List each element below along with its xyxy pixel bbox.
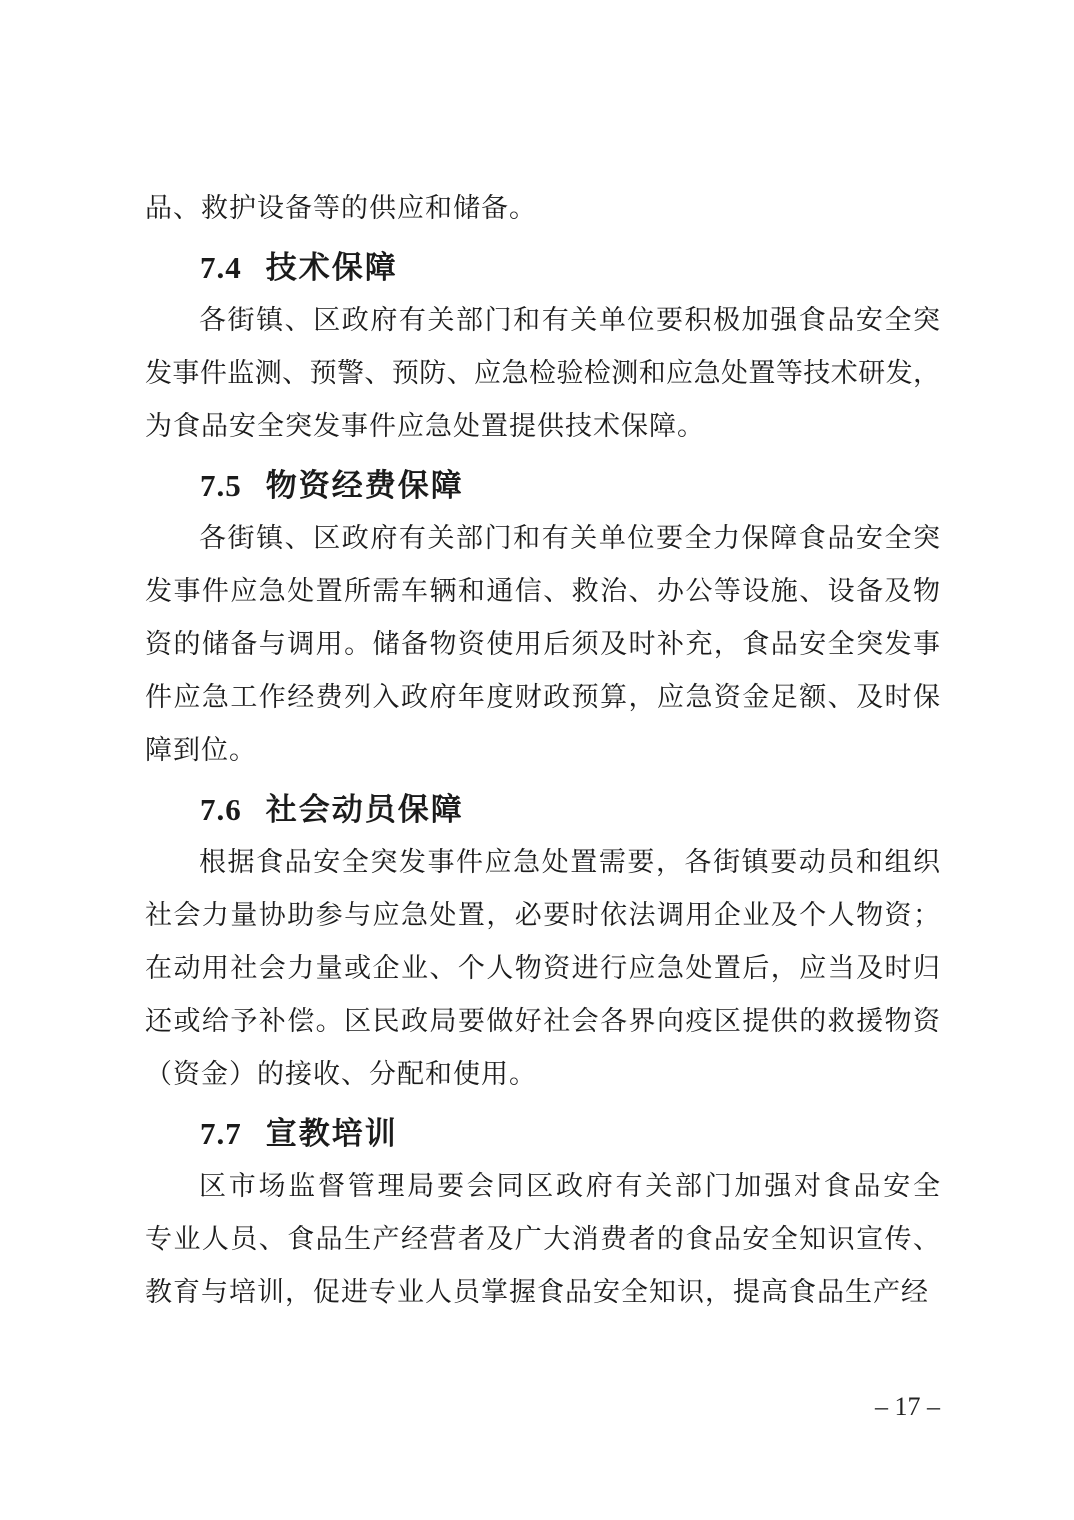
document-blocks: [145, 182, 940, 1319]
text-line: 品、救护设备等的供应和储备。: [145, 193, 537, 223]
text-line: 发事件监测、预警、预防、应急检验检测和应急处置等技术研发，: [145, 358, 940, 388]
text-line: （资金）的接收、分配和使用。: [145, 1059, 537, 1089]
text-line: 专业人员、食品生产经营者及广大消费者的食品安全知识宣传、: [145, 1224, 940, 1254]
text-line: 在动用社会力量或企业、个人物资进行应急处置后，应当及时归: [145, 953, 940, 983]
text-line: 区市场监督管理局要会同区政府有关部门加强对食品安全: [199, 1171, 940, 1201]
page-number: – 17 –: [875, 1392, 940, 1421]
heading-number: 7.7: [200, 1116, 242, 1151]
text-line: 资的储备与调用。储备物资使用后须及时补充，食品安全突发事: [145, 629, 940, 659]
paragraph: [145, 512, 940, 777]
text-line: 件应急工作经费列入政府年度财政预算，应急资金足额、及时保: [145, 682, 940, 712]
heading-title: 物资经费保障: [265, 468, 464, 503]
heading-title: 社会动员保障: [265, 792, 464, 827]
heading-title: 技术保障: [265, 250, 398, 285]
text-line: 各街镇、区政府有关部门和有关单位要全力保障食品安全突: [199, 523, 940, 553]
text-line: 各街镇、区政府有关部门和有关单位要积极加强食品安全突: [199, 305, 940, 335]
section-heading: [145, 241, 940, 294]
heading-number: 7.4: [200, 250, 242, 285]
heading-title: 宣教培训: [265, 1116, 398, 1151]
paragraph: [145, 1160, 940, 1319]
text-line: 根据食品安全突发事件应急处置需要，各街镇要动员和组织: [199, 847, 940, 877]
heading-number: 7.5: [200, 468, 242, 503]
text-line: 教育与培训，促进专业人员掌握食品安全知识，提高食品生产经: [145, 1277, 929, 1307]
paragraph-continuation: [145, 182, 940, 235]
heading-number: 7.6: [200, 792, 242, 827]
section-heading: [145, 783, 940, 836]
text-line: 社会力量协助参与应急处置，必要时依法调用企业及个人物资；: [145, 900, 940, 930]
text-line: 障到位。: [145, 735, 257, 765]
text-line: 为食品安全突发事件应急处置提供技术保障。: [145, 411, 705, 441]
section-heading: [145, 1107, 940, 1160]
paragraph: [145, 294, 940, 453]
text-line: 还或给予补偿。区民政局要做好社会各界向疫区提供的救援物资: [145, 1006, 940, 1036]
paragraph: [145, 836, 940, 1101]
section-heading: [145, 459, 940, 512]
text-line: 发事件应急处置所需车辆和通信、救治、办公等设施、设备及物: [145, 576, 940, 606]
